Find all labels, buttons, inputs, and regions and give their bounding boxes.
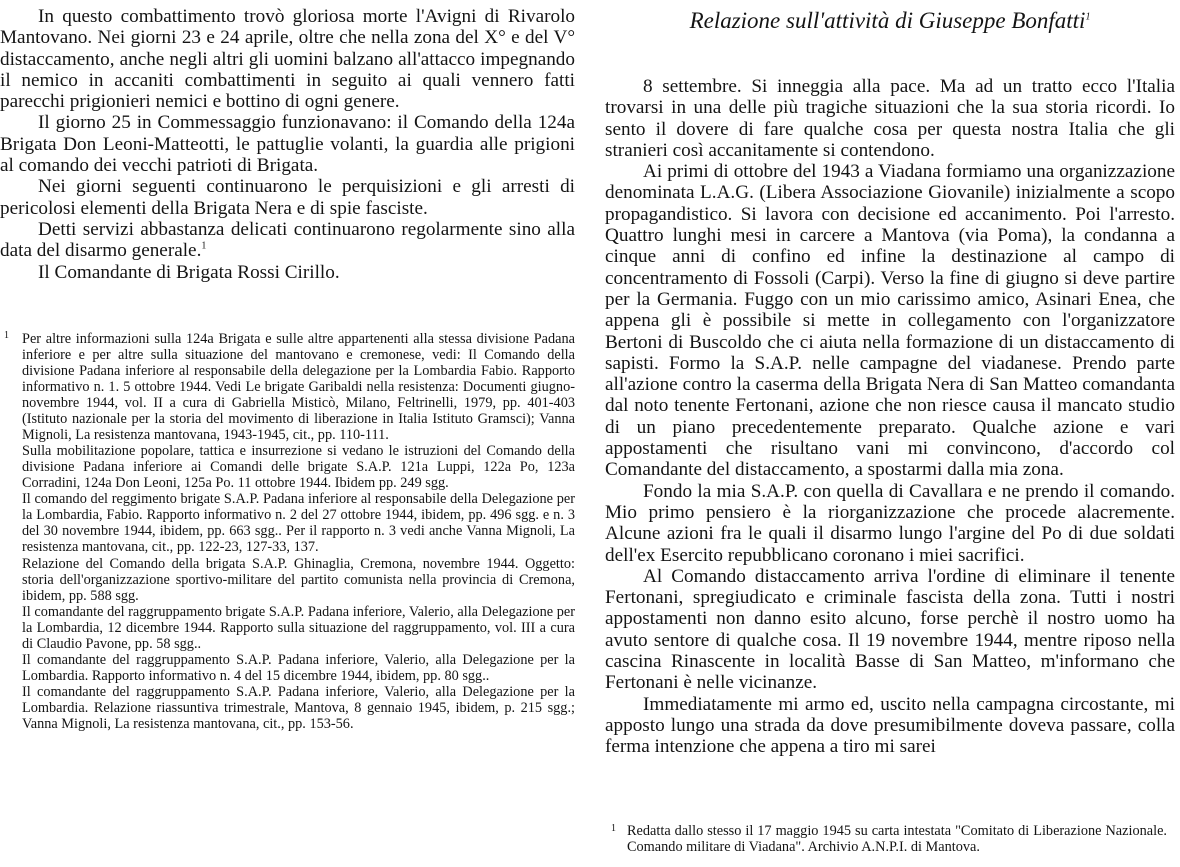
left-column <box>0 0 575 732</box>
left-paragraph <box>0 219 575 262</box>
left-body <box>0 6 575 283</box>
left-paragraph-text: Detti servizi abbastanza delicati continuarono regolarmente sino alla data del disarmo generale. <box>0 218 575 262</box>
right-footnote <box>605 823 1167 856</box>
left-footnotes <box>0 331 575 732</box>
right-body <box>605 76 1175 758</box>
left-paragraph: Il giorno 25 in Commessaggio funzionavano: il Comando della 124a Brigata Don Leoni-Matteotti, le pattuglie volanti, la guardia alle prigioni al comando dei vecchi patrioti di Brigata. <box>0 112 575 177</box>
footnote-reference: 1 <box>1085 11 1091 23</box>
footnote-reference: 1 <box>201 240 207 252</box>
footnote-mark: 1 <box>4 329 9 341</box>
right-paragraph: Fondo la mia S.A.P. con quella di Cavallara e ne prendo il comando. Mio primo pensiero è la riorganizzazione che procede alacremente. Alcune azioni fra le quali il disarmo lungo l'argine del Po di due soldati dell'ex Esercito repubblicano coronano i miei sacrifici. <box>605 480 1175 566</box>
left-paragraph: In questo combattimento trovò gloriosa morte l'Avigni di Rivarolo Mantovano. Nei giorni 23 e 24 aprile, oltre che nella zona del X° e del V° distaccamento, anche negli altri gli uomini balzano all'attacco impegnando il nemico in accaniti combattimenti in seguito ai quali vennero fatti parecchi prigionieri nemici e bottino di ogni genere. <box>0 6 575 113</box>
footnote-entry: Il comandante del raggruppamento S.A.P. Padana inferiore, Valerio, alla Delegazione per la Lombardia. Relazione riassuntiva trimestrale, Mantova, 8 gennaio 1945, ibidem, p. 215 sgg.; Vanna Mignoli, La resistenza mantovana, cit., pp. 153-56. <box>22 683 575 732</box>
section-title-text: Relazione sull'attività di Giuseppe Bonfatti <box>689 8 1086 33</box>
footnote-entry: Relazione del Comando della brigata S.A.P. Ghinaglia, Cremona, novembre 1944. Oggetto: storia dell'organizzazione sportivo-militare del partito comunista nella provincia di Cremona, ibidem, pp. 588 sgg. <box>22 555 575 604</box>
footnote-mark: 1 <box>611 823 616 834</box>
section-title <box>605 8 1175 40</box>
footnote-entry: Redatta dallo stesso il 17 maggio 1945 su carta intestata "Comitato di Liberazione Nazionale. Comando militare di Viadana". Archivio A.N.P.I. di Mantova. <box>627 823 1167 856</box>
right-paragraph: Ai primi di ottobre del 1943 a Viadana formiamo una organizzazione denominata L.A.G. (Libera Associazione Giovanile) inizialmente a scopo propagandistico. Si lavora con decisione ed accanimento. Poi l'arresto. Quattro lunghi mesi in carcere a Mantova (via Poma), la condanna a cinque anni di confino ed infine la destinazione al campo di concentramento di Fossoli (Carpi). Verso la fine di giugno si deve partire per la Germania. Fuggo con un mio carissimo amico, Asinari Enea, che appena gli è possibile si mette in collegamento con l'organizzatore Bertoni di Buscoldo che ci aiuta nella formazione di un distaccamento di sapisti. Formo la S.A.P. nelle campagne del viadanese. Prendo parte all'azione contro la caserma della Brigata Nera di San Matteo comandanta dal noto tenente Fertonani, azione che non riesce causa il mancato studio di un piano precedentemente preparato. Qualche azione e vari appostamenti che risultano vani mi convincono, d'accordo col Comandante del distaccamento, a spostarmi dalla mia zona. <box>605 161 1175 481</box>
right-paragraph: Al Comando distaccamento arriva l'ordine di eliminare il tenente Fertonani, spregiudicato e criminale fascista della zona. Tutti i nostri appostamenti non danno esito alcuno, forse perchè il nostro uomo ha avuto sentore di qualche cosa. Il 19 novembre 1944, mentre riposo nella cascina Rinascente in località Basse di San Matteo, m'informano che Fertonani è nelle vicinanze. <box>605 565 1175 694</box>
right-paragraph: 8 settembre. Si inneggia alla pace. Ma ad un tratto ecco l'Italia trovarsi in una delle più tragiche situazioni che la sua storia ricordi. Io sento il dovere di fare qualche cosa per questa nostra Italia che gli stranieri così accanitamente si contendono. <box>605 76 1175 161</box>
footnote-entry: Sulla mobilitazione popolare, tattica e insurrezione si vedano le istruzioni del Comando della divisione Padana inferiore ai Comandi delle brigate S.A.P. 121a Luppi, 122a Po, 123a Corradini, 124a Don Leoni, 125a Po. 11 ottobre 1944. Ibidem pp. 249 sgg. <box>22 443 575 492</box>
footnote-entry: Il comandante del raggruppamento brigate S.A.P. Padana inferiore, Valerio, alla Delegazione per la Lombardia, 12 dicembre 1944. Rapporto sulla situazione del raggruppamento, vol. III a cura di Claudio Pavone, pp. 58 sgg.. <box>22 603 575 652</box>
left-signature: Il Comandante di Brigata Rossi Cirillo. <box>38 261 340 283</box>
right-paragraph: Immediatamente mi armo ed, uscito nella campagna circostante, mi apposto lungo una strada da dove presumibilmente doveva passare, colla ferma intenzione che appena a tiro mi sarei <box>605 693 1175 758</box>
footnote-entry: Per altre informazioni sulla 124a Brigata e sulle altre appartenenti alla stessa divisione Padana inferiore e per altre sulla situazione del mantovano e cremonese, vedi: Il Comando della divisione Padana inferiore al responsabile della delegazione per la Lombardia Fabio. Rapporto informativo n. 1. 5 ottobre 1944. Vedi Le brigate Garibaldi nella resistenza: Documenti giugno-novembre 1944, vol. II a cura di Gabriella Misticò, Milano, Feltrinelli, 1979, pp. 401-403 (Istituto nazionale per la storia del movimento di liberazione in Italia Istituto Gramsci); Vanna Mignoli, La resistenza mantovana, 1943-1945, cit., pp. 110-111. <box>22 330 575 444</box>
footnote-entry: Il comandante del raggruppamento S.A.P. Padana inferiore, Valerio, alla Delegazione per la Lombardia. Rapporto informativo n. 4 del 15 dicembre 1944, ibidem, pp. 80 sgg.. <box>22 651 575 684</box>
right-column <box>605 0 1175 856</box>
footnote-entry: Il comando del reggimento brigate S.A.P. Padana inferiore al responsabile della Delegazione per la Lombardia, Fabio. Rapporto informativo n. 2 del 27 ottobre 1944, ibidem, pp. 496 sgg. e n. 3 del 30 novembre 1944, ibidem, pp. 663 sgg.. Per il rapporto n. 3 vedi anche Vanna Mignoli, La resistenza mantovana, cit., pp. 122-23, 127-33, 137. <box>22 491 575 556</box>
left-paragraph: Nei giorni seguenti continuarono le perquisizioni e gli arresti di pericolosi elementi della Brigata Nera e di spie fasciste. <box>0 176 575 219</box>
